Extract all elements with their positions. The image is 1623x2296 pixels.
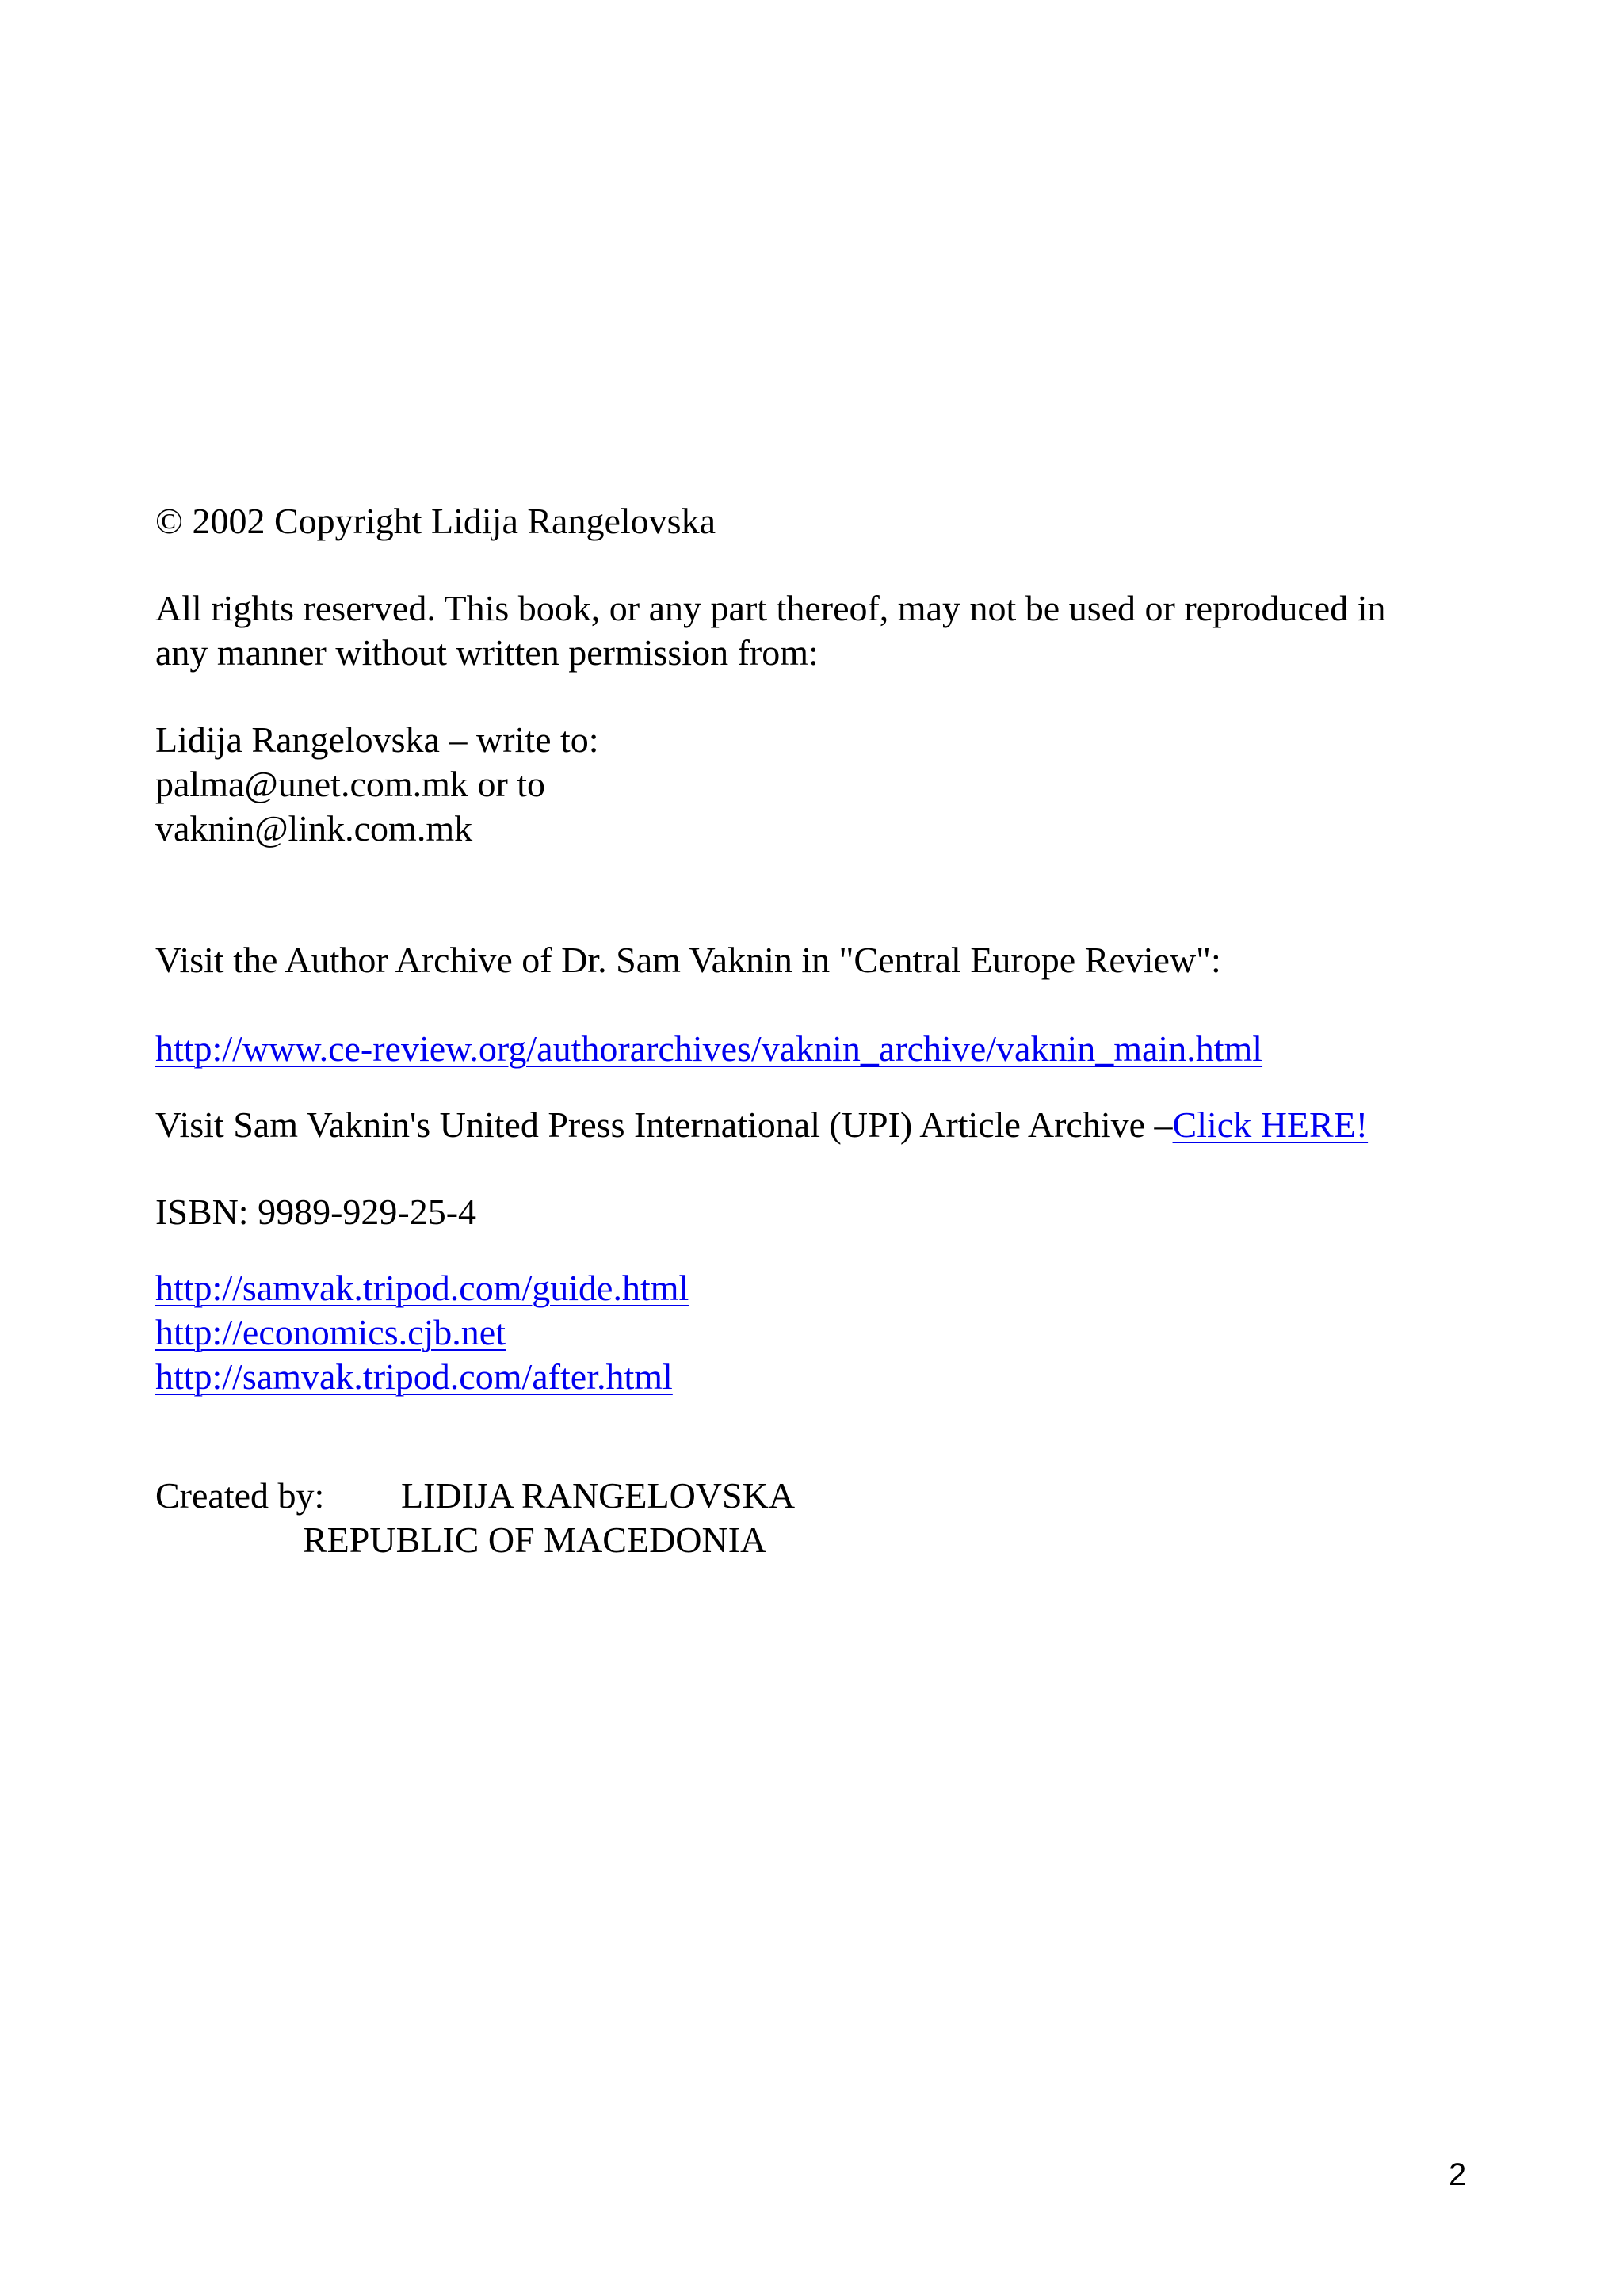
email-connector: or to xyxy=(468,764,546,804)
creator-name: LIDIJA RANGELOVSKA xyxy=(401,1475,796,1516)
email-vaknin: vaknin@link.com.mk xyxy=(155,808,473,849)
created-by-line xyxy=(155,1474,795,1518)
contact-email-line xyxy=(155,762,545,807)
creator-country: REPUBLIC OF MACEDONIA xyxy=(303,1520,767,1560)
archive-intro: Visit the Author Archive of Dr. Sam Vaknin in "Central Europe Review": xyxy=(155,940,1221,980)
upi-click-here-link[interactable]: Click HERE! xyxy=(1172,1104,1369,1145)
link-line-2 xyxy=(155,1310,506,1355)
rights-line-2: any manner without written permission from: xyxy=(155,632,819,673)
email-palma: palma@unet.com.mk xyxy=(155,764,468,804)
page-number: 2 xyxy=(1449,2157,1467,2192)
ce-review-link[interactable]: http://www.ce-review.org/authorarchives/vaknin_archive/vaknin_main.html xyxy=(155,1028,1263,1069)
economics-link[interactable]: http://economics.cjb.net xyxy=(155,1312,506,1352)
isbn: ISBN: 9989-929-25-4 xyxy=(155,1192,477,1232)
copyright-notice: © 2002 Copyright Lidija Rangelovska xyxy=(155,501,716,541)
created-by-label: Created by: xyxy=(155,1475,325,1516)
samvak-guide-link[interactable]: http://samvak.tripod.com/guide.html xyxy=(155,1268,689,1308)
archive-link-line xyxy=(155,1027,1262,1071)
link-line-3 xyxy=(155,1355,673,1399)
contact-line: Lidija Rangelovska – write to: xyxy=(155,719,599,760)
samvak-after-link[interactable]: http://samvak.tripod.com/after.html xyxy=(155,1356,673,1397)
link-line-1 xyxy=(155,1266,689,1310)
rights-line-1: All rights reserved. This book, or any part thereof, may not be used or reproduced in xyxy=(155,588,1386,628)
upi-text: Visit Sam Vaknin's United Press International (UPI) Article Archive – xyxy=(155,1104,1173,1145)
upi-line xyxy=(155,1103,1368,1147)
